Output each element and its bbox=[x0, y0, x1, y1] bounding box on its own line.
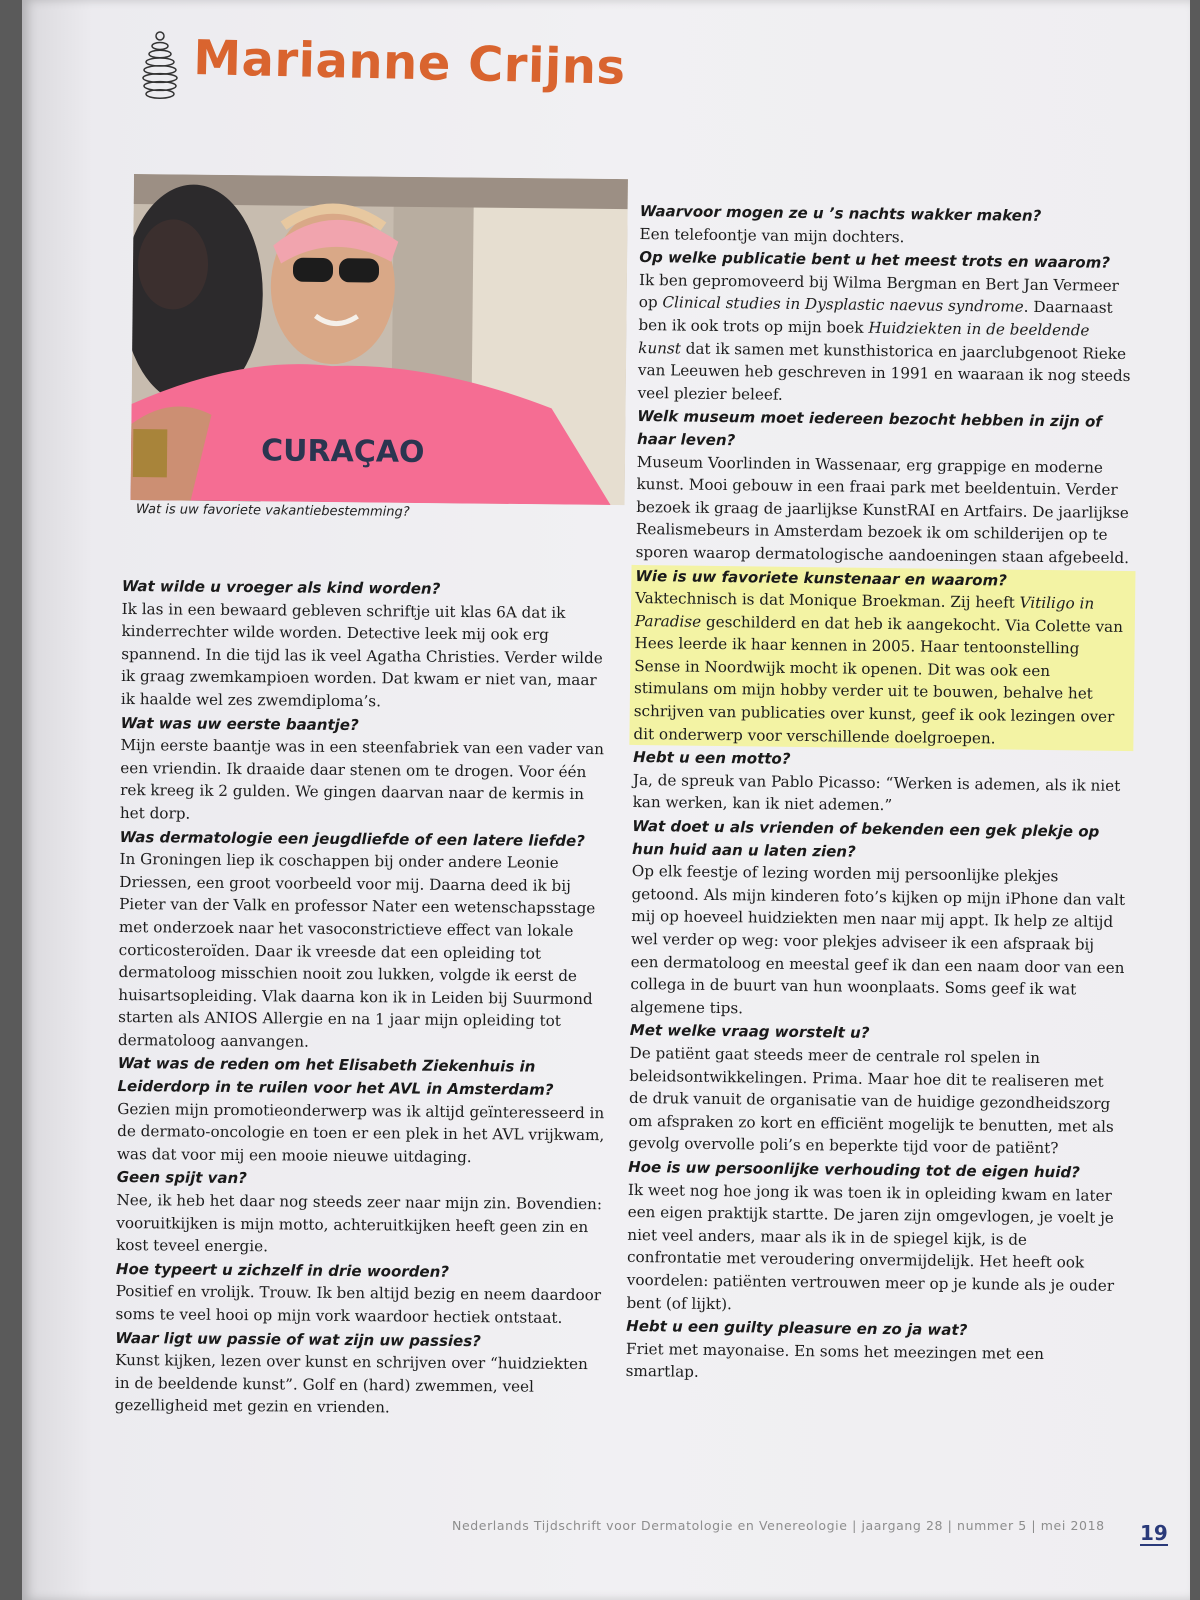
answer: Friet met mayonaise. En soms het meezingen met een smartlap. bbox=[625, 1339, 1045, 1382]
answer: Kunst kijken, lezen over kunst en schrijven over “huidziekten in de beeldende kunst”. Golf en (hard) zwemmen, veel gezelligheid met gezin en vrienden. bbox=[114, 1351, 588, 1417]
answer: Gezien mijn promotieonderwerp was ik altijd geïnteresseerd in de dermato-oncologie en toen er een plek in het AVL vrijkwam, was dat voor mij een mooie nieuwe uitdaging. bbox=[116, 1099, 605, 1166]
question: Wat doet u als vrienden of bekenden een gek plekje op hun huid aan u laten zien? bbox=[631, 816, 1100, 861]
artwork-title: Vitiligo in Paradise bbox=[634, 593, 1095, 631]
question: Waar ligt uw passie of wat zijn uw passies? bbox=[115, 1328, 481, 1350]
photo-caption: Wat is uw favoriete vakantiebestemming? bbox=[135, 502, 410, 520]
answer-text: Vaktechnisch is dat Monique Broekman. Zij heeft bbox=[635, 589, 1020, 612]
answer: Ik las in een bewaard gebleven schriftje uit klas 6A dat ik kinderrechter wilde worden. Detective leek mij ook erg spannend. In die tijd las ik veel Agatha Christies. Verder wilde ik graag zwemkampioen worden. Dat kwam er niet van, maar ik haalde wel zes zwemdiploma’s. bbox=[120, 599, 603, 711]
question: Was dermatologie een jeugdliefde of een latere liefde? bbox=[119, 827, 585, 850]
answer bbox=[633, 587, 1129, 751]
question: Wie is uw favoriete kunstenaar en waarom? bbox=[635, 566, 1007, 590]
answer: Ik weet nog hoe jong ik was toen ik in opleiding kwam en later een eigen praktijk startte. De jaren zijn omgevlogen, je voelt je niet veel anders, maar als ik in de spiegel kijk, is de confrontatie met veroudering onvermijdelijk. Het heeft ook voordelen: patiënten vertrouwen meer op je kunde als je ouder bent (of lijkt). bbox=[626, 1180, 1115, 1313]
answer-text: geschilderd en dat heb ik aangekocht. Via Colette van Hees leerde ik haar kennen in 2005. Haar tentoonstelling Sense in Noordwijk mocht ik openen. Dit was ook een stimulans om mijn hobby verder uit te bouwen, behalve het schrijven van publicaties over kunst, geef ik ook lezingen over dit onderwerp voor verschillende doelgroepen. bbox=[633, 612, 1124, 748]
page-title: Marianne Crijns bbox=[192, 30, 627, 96]
answer: In Groningen liep ik coschappen bij onder andere Leonie Driessen, een groot voorbeeld voor mij. Daarna deed ik bij Pieter van der Valk en professor Nater een wetenschapsstage met onderzoek naar het vasoconstrictieve effect van lokale corticosteroïden. Daar ik vreesde dat een opleiding tot dermatoloog misschien nooit zou lukken, volgde ik eerst de huisartsopleiding. Vlak daarna kon ik in Leiden bij Suurmond starten als ANIOS Allergie en na 1 jaar mijn opleiding tot dermatoloog aanvangen. bbox=[117, 850, 596, 1051]
page-number: 19 bbox=[1140, 1521, 1168, 1545]
question: Wat was uw eerste baantje? bbox=[120, 713, 359, 734]
question: Geen spijt van? bbox=[116, 1168, 248, 1188]
answer: Ja, de spreuk van Pablo Picasso: “Werken is ademen, als ik niet kan werken, kan ik niet ademen.” bbox=[632, 770, 1121, 815]
book-title: Clinical studies in Dysplastic naevus syndrome bbox=[662, 293, 1024, 317]
question: Hoe is uw persoonlijke verhouding tot de eigen huid? bbox=[628, 1157, 1080, 1182]
answer-text: dat ik samen met kunsthistorica en jaarclubgenoot Rieke van Leeuwen heb geschreven in 1991 en waaraan ik nog steeds veel plezier beleef. bbox=[637, 339, 1131, 404]
book-title: Huidziekten in de beeldende kunst bbox=[638, 318, 1090, 358]
question: Wat wilde u vroeger als kind worden? bbox=[121, 576, 441, 598]
right-column bbox=[626, 200, 1134, 1390]
question: Hebt u een motto? bbox=[633, 748, 791, 769]
question: Wat was de reden om het Elisabeth Ziekenhuis in Leiderdorp in te ruilen voor het AVL in Amsterdam? bbox=[117, 1054, 554, 1099]
question: Welk museum moet iedereen bezocht hebben in zijn of haar leven? bbox=[636, 407, 1102, 450]
highlighted-section bbox=[629, 564, 1135, 751]
answer: De patiënt gaat steeds meer de centrale rol spelen in beleidsontwikkelingen. Prima. Maar hoe dit te realiseren met de druk vanuit de organisatie van de huidige gezondheidszorg om afspraken zo kort en efficiënt mogelijk te benutten, met als gevolg overvolle poli’s en beperkte tijd voor de patiënt? bbox=[628, 1043, 1114, 1158]
answer-text: . Daarnaast ben ik ook trots op mijn boek bbox=[638, 298, 1113, 337]
answer: Mijn eerste baantje was in een steenfabriek van een vader van een vriendin. Ik draaide daar stenen om te drogen. Voor één rek kreeg ik 2 gulden. We gingen daarvan naar de kermis in het dorp. bbox=[119, 736, 605, 823]
answer: Nee, ik heb het daar nog steeds zeer naar mijn zin. Bovendien: vooruitkijken is mijn motto, achteruitkijken heeft geen zin en kost teveel energie. bbox=[116, 1191, 603, 1256]
question: Waarvoor mogen ze u ’s nachts wakker maken? bbox=[639, 201, 1042, 225]
magazine-page bbox=[22, 0, 1190, 1600]
left-column bbox=[115, 575, 612, 1422]
shirt-print: CURAÇAO bbox=[260, 433, 425, 471]
answer: Een telefoontje van mijn dochters. bbox=[639, 224, 905, 246]
question: Op welke publicatie bent u het meest trots en waarom? bbox=[639, 248, 1111, 272]
answer: Museum Voorlinden in Wassenaar, erg grappige en moderne kunst. Mooi gebouw in een fraai park met beeldentuin. Verder bezoek ik graag de jaarlijkse KunstRAI en Artfairs. De jaarlijkse Realismebeurs in Amsterdam bezoek ik om schilderijen op te sporen waarop dermatologische aandoeningen staan afgebeeld. bbox=[635, 452, 1130, 567]
answer-text: Ik ben gepromoveerd bij Wilma Bergman en Bert Jan Vermeer op bbox=[638, 270, 1120, 312]
answer bbox=[638, 269, 1134, 411]
answer: Positief en vrolijk. Trouw. Ik ben altijd bezig en neem daardoor soms te veel hooi op mijn vork waardoor hectiek ontstaat. bbox=[115, 1282, 602, 1327]
answer: Op elk feestje of lezing worden mij persoonlijke plekjes getoond. Als mijn kinderen foto’s kijken op mijn iPhone dan valt mij op hoeveel huidziekten men naar mij appt. Ik help ze altijd wel verder op weg: voor plekjes adviseer ik een afspraak bij een dermatoloog en meestal geef ik dan een naam door van een collega in de buurt van hun woonplaats. Soms geef ik wat algemene tips. bbox=[630, 862, 1126, 1018]
question: Met welke vraag worstelt u? bbox=[629, 1021, 870, 1043]
portrait-photo bbox=[131, 174, 628, 505]
question: Hoe typeert u zichzelf in drie woorden? bbox=[115, 1259, 450, 1281]
journal-footer: Nederlands Tijdschrift voor Dermatologie en Venereologie | jaargang 28 | nummer 5 | mei 2018 bbox=[452, 1518, 1105, 1533]
question: Hebt u een guilty pleasure en zo ja wat? bbox=[626, 1317, 968, 1340]
spiral-spring-icon bbox=[140, 30, 180, 102]
